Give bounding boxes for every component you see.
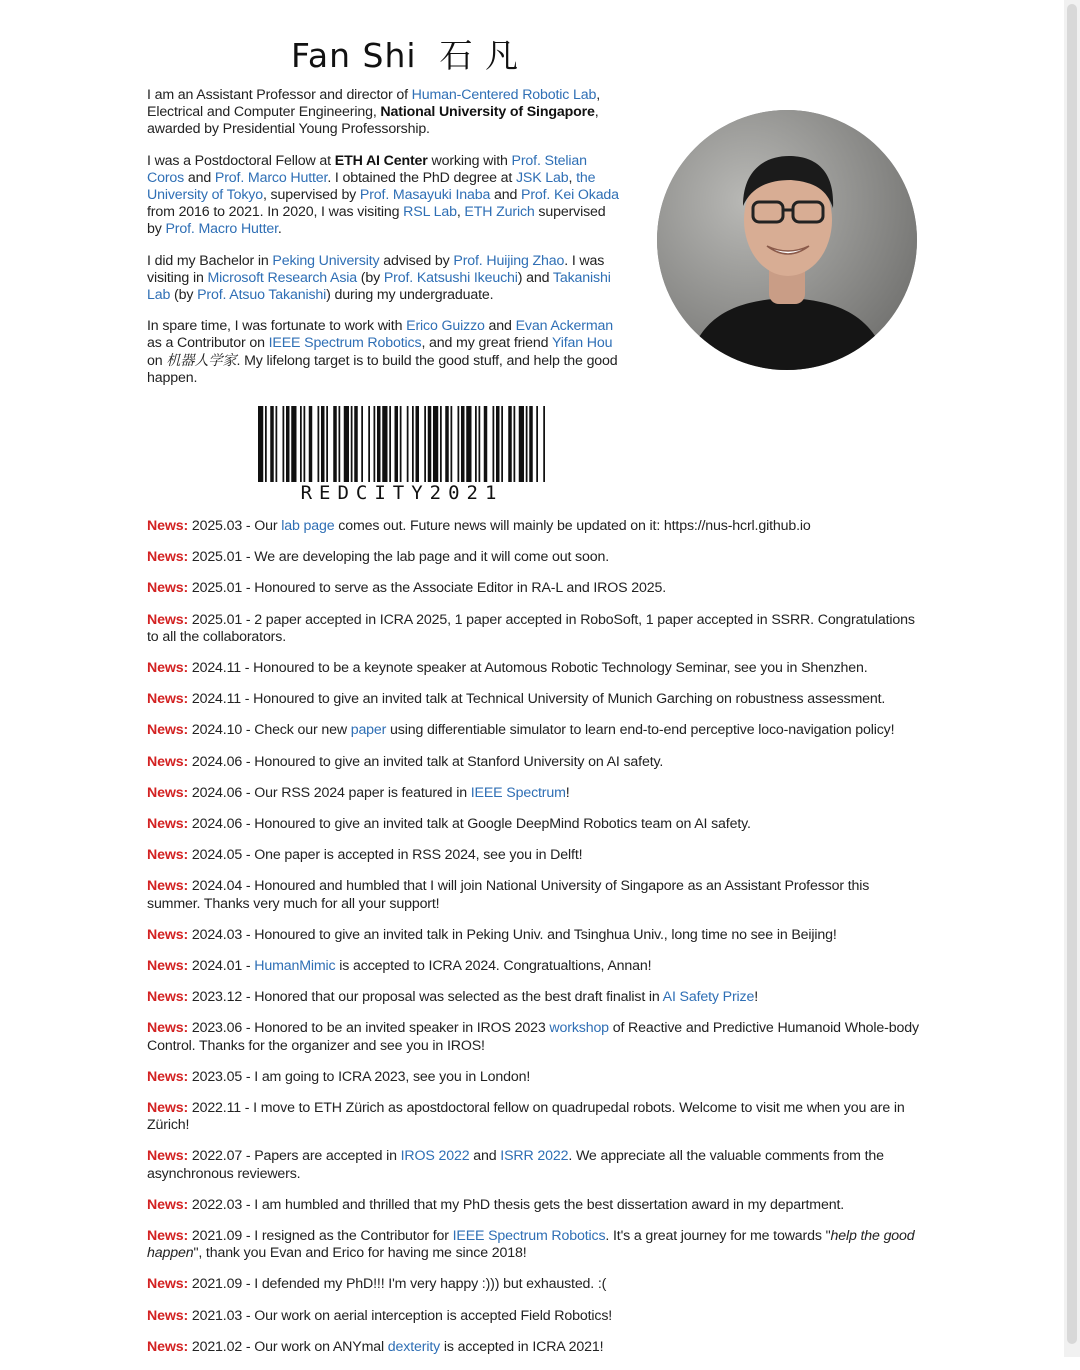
news-text: . It's a great journey for me towards "	[605, 1228, 831, 1245]
news-text: 2024.06 - Our RSS 2024 paper is featured in	[188, 784, 471, 801]
bio-paragraph-4: In spare time, I was fortunate to work with Erico Guizzo and Evan Ackerman as a Contributor on IEEE Spectrum Robotics, and my great friend Yifan Hou on 机器人学家. My lifelong target is to build the good stuff, and help the good happen.	[147, 318, 618, 386]
news-text: comes out. Future news will mainly be updated on it: https://nus-hcrl.github.io	[334, 518, 811, 534]
ikeuchi-link[interactable]: Prof. Katsushi Ikeuchi	[383, 269, 518, 286]
news-text: 2024.11 - Honoured to give an invited talk at Technical University of Munich Garching on robustness assessment.	[188, 691, 886, 708]
inaba-link[interactable]: Prof. Masayuki Inaba	[359, 187, 491, 204]
news-label: News:	[147, 1338, 189, 1355]
bio-paragraph-1: I am an Assistant Professor and director of Human-Centered Robotic Lab, Electrical and Computer Engineering, National University of Singapore, awarded by Presidential Young Professorship.	[147, 87, 601, 138]
ackerman-link[interactable]: Evan Ackerman	[515, 318, 613, 335]
news-item	[147, 1308, 919, 1325]
news-text: !	[754, 989, 759, 1006]
ieee-link[interactable]: IEEE Spectrum Robotics	[268, 335, 422, 352]
jsk-link[interactable]: JSK Lab	[515, 169, 569, 186]
news-link[interactable]: HumanMimic	[254, 958, 336, 975]
news-item	[147, 785, 919, 802]
news-item	[147, 518, 919, 535]
news-item	[147, 612, 919, 646]
news-label: News:	[147, 926, 189, 943]
news-text: 2024.04 - Honoured and humbled that I will join National University of Singapore as an Assistant Professor this summer. Thanks very much for all your support!	[147, 878, 870, 912]
news-text: using differentiable simulator to learn end-to-end perceptive loco-navigation policy!	[386, 722, 895, 739]
news-item	[147, 816, 919, 833]
news-text: and	[469, 1148, 501, 1165]
news-item	[147, 1148, 919, 1182]
news-text: of Reactive and Predictive Humanoid Whole-body Control. Thanks for the organizer and see you in IROS!	[147, 1020, 919, 1054]
news-label: News:	[147, 1148, 189, 1165]
news-item	[147, 989, 919, 1006]
news-item	[147, 1100, 919, 1134]
atsuo-link[interactable]: Prof. Atsuo Takanishi	[197, 287, 327, 304]
news-text: 2023.06 - Honored to be an invited speaker in IROS 2023	[188, 1020, 550, 1037]
news-text: 2021.09 - I resigned as the Contributor for	[188, 1228, 453, 1245]
news-item	[147, 1020, 919, 1054]
news-text: is accepted to ICRA 2024. Congratualtions, Annan!	[335, 958, 652, 975]
news-label: News:	[147, 580, 189, 597]
news-link[interactable]: IROS 2022	[400, 1148, 470, 1165]
news-item	[147, 1339, 919, 1356]
news-label: News:	[147, 1276, 189, 1293]
news-item	[147, 958, 919, 975]
lab-link[interactable]: Human-Centered Robotic Lab	[411, 87, 597, 103]
news-label: News:	[147, 660, 189, 677]
news-text: 2023.12 - Honored that our proposal was selected as the best draft finalist in	[188, 989, 663, 1006]
news-item	[147, 847, 919, 864]
news-text: 2024.06 - Honoured to give an invited talk at Stanford University on AI safety.	[188, 753, 664, 770]
bio-paragraph-3: I did my Bachelor in Peking University advised by Prof. Huijing Zhao. I was visiting in Microsoft Research Asia (by Prof. Katsushi Ikeuchi) and Takanishi Lab (by Prof. Atsuo Takanishi) during my undergraduate.	[147, 252, 611, 304]
jqrxj-name: 机器人学家	[166, 352, 237, 369]
page-title	[0, 30, 810, 77]
news-label: News:	[147, 816, 189, 833]
news-label: News:	[147, 518, 189, 534]
news-text: ", thank you Evan and Erico for having me since 2018!	[193, 1245, 527, 1262]
news-link[interactable]: ISRR 2022	[500, 1148, 569, 1165]
news-label: News:	[147, 691, 189, 708]
news-label: News:	[147, 989, 189, 1006]
news-item	[147, 691, 919, 708]
news-link[interactable]: dexterity	[387, 1338, 441, 1355]
news-text: 2024.01 -	[188, 958, 255, 975]
portrait-illustration	[657, 110, 917, 370]
news-label: News:	[147, 611, 189, 628]
news-text: 2025.01 - Honoured to serve as the Associate Editor in RA-L and IROS 2025.	[188, 580, 667, 597]
news-text: 2024.10 - Check our new	[188, 722, 351, 739]
news-label: News:	[147, 1196, 189, 1213]
news-text: 2021.02 - Our work on ANYmal	[188, 1338, 388, 1355]
news-item	[147, 1069, 919, 1086]
news-text: 2025.03 - Our	[188, 518, 282, 534]
news-text: 2025.01 - We are developing the lab page and it will come out soon.	[188, 549, 610, 566]
bio-section	[147, 87, 622, 401]
news-link[interactable]: lab page	[281, 518, 335, 534]
news-label: News:	[147, 784, 189, 801]
hutter-link[interactable]: Prof. Marco Hutter	[214, 169, 328, 186]
news-label: News:	[147, 1307, 189, 1324]
news-item	[147, 580, 919, 597]
zhao-link[interactable]: Prof. Huijing Zhao	[453, 252, 565, 269]
avatar	[657, 110, 917, 370]
yifan-link[interactable]: Yifan Hou	[551, 335, 613, 352]
news-item	[147, 878, 919, 912]
news-link[interactable]: paper	[350, 722, 387, 739]
news-link[interactable]: IEEE Spectrum Robotics	[452, 1228, 606, 1245]
news-text: 2024.11 - Honoured to be a keynote speaker at Automous Robotic Technology Seminar, see you in Shenzhen.	[188, 660, 868, 677]
news-label: News:	[147, 958, 189, 975]
scrollbar[interactable]	[1064, 0, 1080, 1357]
news-emphasis: help the good happen	[147, 1228, 915, 1262]
news-text: 2021.03 - Our work on aerial interception is accepted Field Robotics!	[188, 1307, 613, 1324]
news-text: 2024.05 - One paper is accepted in RSS 2024, see you in Delft!	[188, 847, 583, 864]
eth-ai-center: ETH AI Center	[334, 152, 428, 169]
barcode-text: REDCITY2021	[258, 482, 546, 504]
news-item	[147, 722, 919, 739]
news-item	[147, 549, 919, 566]
news-text: 2022.07 - Papers are accepted in	[188, 1148, 401, 1165]
news-item	[147, 1197, 919, 1214]
news-text: is accepted in ICRA 2021!	[440, 1338, 604, 1355]
news-text: 2022.11 - I move to ETH Zürich as apostdoctoral fellow on quadrupedal robots. Welcome to visit me when you are in Zürich!	[147, 1100, 905, 1134]
univ-name: National University of Singapore	[380, 104, 595, 121]
news-label: News:	[147, 878, 189, 895]
news-text: 2023.05 - I am going to ICRA 2023, see you in London!	[188, 1068, 531, 1085]
name-en: Fan Shi	[290, 36, 417, 75]
news-item	[147, 927, 919, 944]
coros-link[interactable]: Prof. Stelian Coros	[147, 152, 587, 186]
rsl-link[interactable]: RSL Lab	[403, 204, 457, 221]
news-label: News:	[147, 1068, 189, 1085]
ethz-link[interactable]: ETH Zurich	[464, 204, 535, 221]
takanishi-link[interactable]: Takanishi Lab	[147, 269, 611, 304]
news-text: 2022.03 - I am humbled and thrilled that my PhD thesis gets the best dissertation award in my department.	[188, 1196, 845, 1213]
news-label: News:	[147, 847, 189, 864]
news-link[interactable]: workshop	[549, 1020, 609, 1037]
news-label: News:	[147, 1020, 189, 1037]
news-label: News:	[147, 549, 189, 566]
news-label: News:	[147, 722, 189, 739]
news-text: . We appreciate all the valuable comments from the asynchronous reviewers.	[147, 1148, 884, 1182]
news-text: !	[565, 784, 570, 801]
news-item	[147, 660, 919, 677]
news-link[interactable]: IEEE Spectrum	[470, 784, 566, 801]
news-label: News:	[147, 1100, 189, 1117]
news-text: 2021.09 - I defended my PhD!!! I'm very happy :))) but exhausted. :(	[188, 1276, 607, 1293]
news-item	[147, 1276, 919, 1293]
pku-link[interactable]: Peking University	[272, 252, 380, 269]
name-cn: 石 凡	[439, 36, 520, 75]
hutter2-link[interactable]: Prof. Macro Hutter	[165, 221, 278, 238]
msra-link[interactable]: Microsoft Research Asia	[207, 269, 358, 286]
news-link[interactable]: AI Safety Prize	[662, 989, 755, 1006]
news-text: 2024.03 - Honoured to give an invited talk in Peking Univ. and Tsinghua Univ., long time no see in Beijing!	[188, 926, 837, 943]
utokyo-link[interactable]: the University of Tokyo	[147, 169, 596, 204]
scrollbar-thumb[interactable]	[1067, 4, 1077, 1344]
news-text: 2025.01 - 2 paper accepted in ICRA 2025, 1 paper accepted in RoboSoft, 1 paper accepted in SSRR. Congratulations to all the collaborators.	[147, 611, 915, 645]
okada-link[interactable]: Prof. Kei Okada	[521, 187, 619, 204]
news-label: News:	[147, 753, 189, 770]
news-label: News:	[147, 1228, 189, 1245]
bio-paragraph-2: I was a Postdoctoral Fellow at ETH AI Center working with Prof. Stelian Coros and Prof. Marco Hutter. I obtained the PhD degree at JSK Lab, the University of Tokyo, supervised by Prof. Masayuki Inaba and Prof. Kei Okada from 2016 to 2021. In 2020, I was visiting RSL Lab, ETH Zurich supervised by Prof. Macro Hutter.	[147, 152, 619, 238]
news-item	[147, 754, 919, 771]
news-text: 2024.06 - Honoured to give an invited talk at Google DeepMind Robotics team on AI safety.	[188, 816, 751, 833]
news-list	[147, 518, 919, 1370]
news-item	[147, 1228, 919, 1262]
guizzo-link[interactable]: Erico Guizzo	[406, 318, 485, 335]
